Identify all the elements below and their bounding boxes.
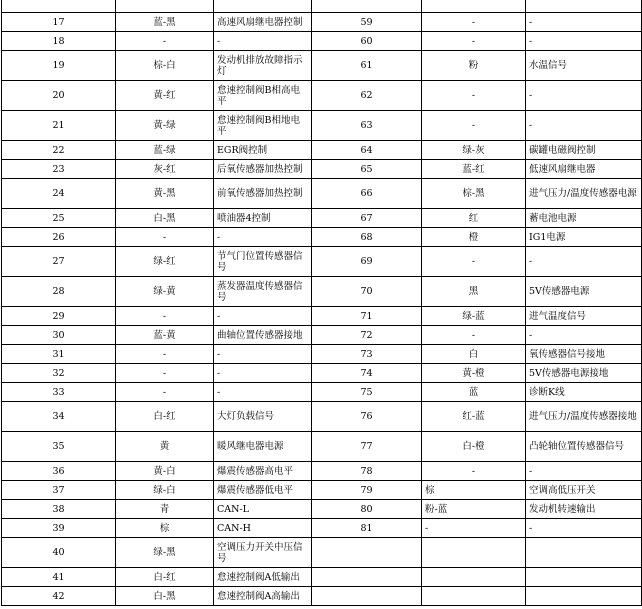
- wire-color: 蓝: [422, 383, 526, 402]
- pin-function: 暖风继电器电源: [214, 432, 312, 462]
- pin-number: 59: [312, 13, 422, 32]
- pin-number: 65: [312, 160, 422, 179]
- wire-color: 棕-黑: [422, 179, 526, 209]
- pin-function: -: [214, 364, 312, 383]
- pin-number: [312, 0, 422, 13]
- wire-color: 粉-蓝: [422, 500, 526, 519]
- pin-number: 80: [312, 500, 422, 519]
- pin-number: 73: [312, 345, 422, 364]
- pin-number: 68: [312, 228, 422, 247]
- pin-number: 81: [312, 519, 422, 538]
- pin-number: 17: [2, 13, 116, 32]
- pin-number: 22: [2, 141, 116, 160]
- pin-function: 凸轮轴位置传感器信号: [526, 432, 642, 462]
- table-row: [2, 32, 642, 51]
- pin-number: 39: [2, 519, 116, 538]
- table-row: [2, 277, 642, 307]
- pin-function: -: [214, 32, 312, 51]
- pin-number: 69: [312, 247, 422, 277]
- pin-function: IG1电源: [526, 228, 642, 247]
- pin-number: 71: [312, 307, 422, 326]
- pin-number: 18: [2, 32, 116, 51]
- wire-color: -: [116, 307, 214, 326]
- pin-function: 水温信号: [526, 51, 642, 81]
- table-row: [2, 111, 642, 141]
- wire-color: -: [422, 81, 526, 111]
- pin-number: 78: [312, 462, 422, 481]
- pin-function: -: [214, 228, 312, 247]
- pin-function: 空调高低压开关: [526, 481, 642, 500]
- table-row: [2, 345, 642, 364]
- table-row: [2, 587, 642, 606]
- wire-color: 蓝-红: [422, 160, 526, 179]
- pin-function: [214, 0, 312, 13]
- pin-function: -: [214, 307, 312, 326]
- pin-number: [312, 538, 422, 568]
- pin-function: 发动机转速输出: [526, 500, 642, 519]
- pin-number: 60: [312, 32, 422, 51]
- wire-color: 绿-白: [116, 481, 214, 500]
- table-row: [2, 247, 642, 277]
- table-row: [2, 519, 642, 538]
- pin-function: -: [214, 383, 312, 402]
- table-row: [2, 326, 642, 345]
- pin-number: 61: [312, 51, 422, 81]
- wire-color: -: [422, 32, 526, 51]
- wire-color: 黄-黑: [116, 179, 214, 209]
- wire-color: 棕-白: [116, 51, 214, 81]
- pin-number: 25: [2, 209, 116, 228]
- ecu-pin-table: [1, 0, 642, 606]
- wire-color: -: [116, 228, 214, 247]
- wire-color: 红: [422, 209, 526, 228]
- pin-function: 节气门位置传感器信号: [214, 247, 312, 277]
- pin-number: 19: [2, 51, 116, 81]
- wire-color: [422, 587, 526, 606]
- table-row: [2, 538, 642, 568]
- pin-number: [312, 587, 422, 606]
- pin-function: -: [526, 111, 642, 141]
- wire-color: [116, 0, 214, 13]
- pin-function: 爆震传感器高电平: [214, 462, 312, 481]
- pin-number: 38: [2, 500, 116, 519]
- wire-color: 灰-红: [116, 160, 214, 179]
- pin-number: 62: [312, 81, 422, 111]
- pin-function: 诊断K线: [526, 383, 642, 402]
- pin-function: 蒸发器温度传感器信号: [214, 277, 312, 307]
- pin-number: 77: [312, 432, 422, 462]
- wire-color: [422, 0, 526, 13]
- wire-color: 白-红: [116, 402, 214, 432]
- pin-number: 28: [2, 277, 116, 307]
- wire-color: 黄-绿: [116, 111, 214, 141]
- table-row: [2, 402, 642, 432]
- table-row: [2, 481, 642, 500]
- pin-function: EGR阀控制: [214, 141, 312, 160]
- wire-color: -: [116, 364, 214, 383]
- table-row: [2, 228, 642, 247]
- table-row: [2, 13, 642, 32]
- wire-color: 黄-红: [116, 81, 214, 111]
- pin-number: 79: [312, 481, 422, 500]
- wire-color: 粉: [422, 51, 526, 81]
- wire-color: 棕: [422, 481, 526, 500]
- table-row: [2, 0, 642, 13]
- wire-color: 蓝-绿: [116, 141, 214, 160]
- pin-function: 后氧传感器加热控制: [214, 160, 312, 179]
- table-row: [2, 500, 642, 519]
- table-row: [2, 432, 642, 462]
- pin-number: 64: [312, 141, 422, 160]
- pin-function: -: [526, 519, 642, 538]
- pin-number: 23: [2, 160, 116, 179]
- pin-function: 5V传感器电源: [526, 277, 642, 307]
- pin-function: 进气压力/温度传感器电源: [526, 179, 642, 209]
- wire-color: -: [422, 462, 526, 481]
- table-row: [2, 179, 642, 209]
- wire-color: 蓝-黑: [116, 13, 214, 32]
- wire-color: 白-红: [116, 568, 214, 587]
- pin-number: 24: [2, 179, 116, 209]
- pin-number: 20: [2, 81, 116, 111]
- pin-function: -: [214, 345, 312, 364]
- pin-table-body: [2, 0, 642, 606]
- wire-color: 绿-黄: [116, 277, 214, 307]
- pin-function: 高速风扇继电器控制: [214, 13, 312, 32]
- pin-number: 31: [2, 345, 116, 364]
- wire-color: 白-黑: [116, 587, 214, 606]
- pin-number: 63: [312, 111, 422, 141]
- wire-color: 绿-灰: [422, 141, 526, 160]
- wire-color: 橙: [422, 228, 526, 247]
- table-row: [2, 383, 642, 402]
- pin-number: 21: [2, 111, 116, 141]
- pin-number: 40: [2, 538, 116, 568]
- table-row: [2, 462, 642, 481]
- pin-function: 发动机排放故障指示灯: [214, 51, 312, 81]
- pin-number: 75: [312, 383, 422, 402]
- table-row: [2, 364, 642, 383]
- pin-number: [312, 568, 422, 587]
- pin-number: 74: [312, 364, 422, 383]
- pin-function: -: [526, 32, 642, 51]
- pin-function: 蓄电池电源: [526, 209, 642, 228]
- pin-number: 34: [2, 402, 116, 432]
- wire-color: -: [422, 519, 526, 538]
- wire-color: 黄-橙: [422, 364, 526, 383]
- pin-function: 空调压力开关中压信号: [214, 538, 312, 568]
- pin-function: [526, 587, 642, 606]
- table-row: [2, 209, 642, 228]
- pin-function: -: [526, 326, 642, 345]
- wire-color: -: [422, 13, 526, 32]
- pin-function: CAN-L: [214, 500, 312, 519]
- pin-number: 41: [2, 568, 116, 587]
- wire-color: 绿-蓝: [422, 307, 526, 326]
- pin-function: 进气温度信号: [526, 307, 642, 326]
- pin-number: 42: [2, 587, 116, 606]
- pin-number: 30: [2, 326, 116, 345]
- table-row: [2, 307, 642, 326]
- pin-function: -: [526, 81, 642, 111]
- table-row: [2, 141, 642, 160]
- pin-function: 碳罐电磁阀控制: [526, 141, 642, 160]
- pin-function: 氧传感器信号接地: [526, 345, 642, 364]
- pin-number: [2, 0, 116, 13]
- pin-function: 怠速控制阀A低输出: [214, 568, 312, 587]
- pin-function: 怠速控制阀B相高电平: [214, 81, 312, 111]
- table-row: [2, 51, 642, 81]
- pin-function: 喷油器4控制: [214, 209, 312, 228]
- wire-color: [422, 568, 526, 587]
- pin-number: 66: [312, 179, 422, 209]
- wire-color: -: [422, 326, 526, 345]
- table-row: [2, 160, 642, 179]
- wire-color: 白-黑: [116, 209, 214, 228]
- table-row: [2, 81, 642, 111]
- pin-function: 爆震传感器低电平: [214, 481, 312, 500]
- pin-function: 怠速控制阀B相地电平: [214, 111, 312, 141]
- wire-color: 黄-白: [116, 462, 214, 481]
- wire-color: -: [116, 383, 214, 402]
- pin-number: 72: [312, 326, 422, 345]
- pin-number: 26: [2, 228, 116, 247]
- pin-function: 大灯负载信号: [214, 402, 312, 432]
- wire-color: -: [422, 111, 526, 141]
- pin-number: 76: [312, 402, 422, 432]
- wire-color: 黄: [116, 432, 214, 462]
- wire-color: 蓝-黄: [116, 326, 214, 345]
- pin-function: 低速风扇继电器: [526, 160, 642, 179]
- pin-function: [526, 0, 642, 13]
- pin-function: [526, 538, 642, 568]
- pin-number: 27: [2, 247, 116, 277]
- pin-function: CAN-H: [214, 519, 312, 538]
- wire-color: 白: [422, 345, 526, 364]
- wire-color: 红-蓝: [422, 402, 526, 432]
- wire-color: -: [116, 32, 214, 51]
- wire-color: 绿-黑: [116, 538, 214, 568]
- pin-function: [526, 568, 642, 587]
- table-row: [2, 568, 642, 587]
- pin-number: 36: [2, 462, 116, 481]
- pin-function: 进气压力/温度传感器接地: [526, 402, 642, 432]
- wire-color: -: [422, 247, 526, 277]
- pin-number: 29: [2, 307, 116, 326]
- pin-function: -: [526, 13, 642, 32]
- pin-function: 前氧传感器加热控制: [214, 179, 312, 209]
- wire-color: [422, 538, 526, 568]
- wire-color: 绿-红: [116, 247, 214, 277]
- pin-function: 怠速控制阀A高输出: [214, 587, 312, 606]
- pin-function: 曲轴位置传感器接地: [214, 326, 312, 345]
- pin-number: 70: [312, 277, 422, 307]
- wire-color: -: [116, 345, 214, 364]
- wire-color: 青: [116, 500, 214, 519]
- pin-function: 5V传感器电源接地: [526, 364, 642, 383]
- pin-number: 35: [2, 432, 116, 462]
- pin-function: -: [526, 247, 642, 277]
- pin-function: -: [526, 462, 642, 481]
- pin-number: 67: [312, 209, 422, 228]
- wire-color: 白-橙: [422, 432, 526, 462]
- wire-color: 黑: [422, 277, 526, 307]
- wire-color: 棕: [116, 519, 214, 538]
- pin-number: 33: [2, 383, 116, 402]
- pin-number: 32: [2, 364, 116, 383]
- pin-number: 37: [2, 481, 116, 500]
